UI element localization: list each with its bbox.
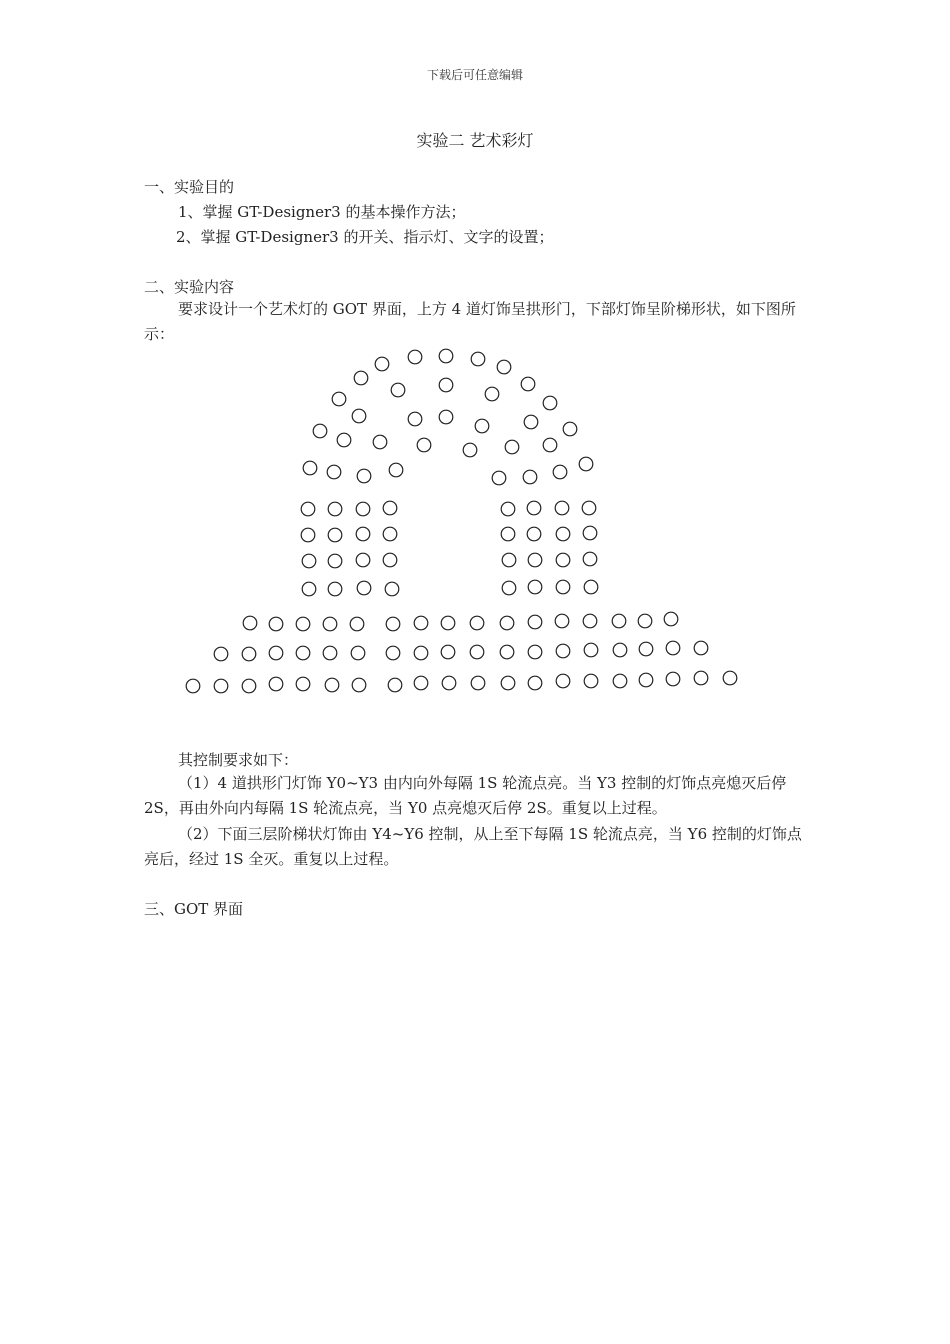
lamp-circle bbox=[186, 679, 200, 693]
lamp-circle bbox=[556, 527, 570, 541]
lamp-circle bbox=[357, 469, 371, 483]
lamp-circle bbox=[328, 528, 342, 542]
section-got-heading: 三、GOT 界面 bbox=[144, 900, 244, 918]
lamp-circle bbox=[296, 677, 310, 691]
lamp-circle bbox=[337, 433, 351, 447]
lamp-circle bbox=[214, 647, 228, 661]
lamp-circle bbox=[612, 614, 626, 628]
lamp-circle bbox=[302, 582, 316, 596]
lamp-circle bbox=[501, 502, 515, 516]
lamp-circle bbox=[500, 616, 514, 630]
lamp-circle bbox=[332, 392, 346, 406]
lamp-circle bbox=[328, 554, 342, 568]
section-purpose-heading: 一、实验目的 bbox=[144, 178, 235, 196]
purpose-item-1: 1、掌握 GT-Designer3 的基本操作方法； bbox=[178, 203, 466, 221]
lamp-circle bbox=[383, 527, 397, 541]
lamp-circle bbox=[556, 674, 570, 688]
lamp-circle bbox=[354, 371, 368, 385]
lamp-circle bbox=[389, 463, 403, 477]
lamp-circle bbox=[528, 580, 542, 594]
lamp-circle bbox=[356, 553, 370, 567]
lamp-circle bbox=[638, 614, 652, 628]
lamp-circle bbox=[583, 526, 597, 540]
lamp-circle bbox=[301, 502, 315, 516]
lamp-circle bbox=[269, 646, 283, 660]
lamp-circle bbox=[388, 678, 402, 692]
lamp-circle bbox=[613, 674, 627, 688]
lamp-circle bbox=[485, 387, 499, 401]
lamp-circle bbox=[613, 643, 627, 657]
lamp-circle bbox=[325, 678, 339, 692]
lamp-circle bbox=[242, 679, 256, 693]
lamp-circle bbox=[543, 396, 557, 410]
lamp-circle bbox=[301, 528, 315, 542]
lamp-circle bbox=[323, 617, 337, 631]
lamp-circle bbox=[391, 383, 405, 397]
lamp-circle bbox=[313, 424, 327, 438]
lamp-circle bbox=[505, 440, 519, 454]
lamp-circle bbox=[439, 378, 453, 392]
lamp-circle bbox=[356, 502, 370, 516]
lamp-circle bbox=[639, 673, 653, 687]
lamp-circle bbox=[302, 554, 316, 568]
lamp-circle bbox=[269, 677, 283, 691]
lamp-circle bbox=[383, 553, 397, 567]
lamp-circle bbox=[243, 616, 257, 630]
page-header-note: 下载后可任意编辑 bbox=[426, 68, 523, 82]
lamp-circle bbox=[242, 647, 256, 661]
lamp-circle bbox=[414, 676, 428, 690]
lamp-circle bbox=[664, 612, 678, 626]
document-title: 实验二 艺术彩灯 bbox=[416, 131, 534, 150]
lamp-circle bbox=[502, 553, 516, 567]
lamp-circle bbox=[524, 415, 538, 429]
lamp-circle bbox=[543, 438, 557, 452]
lamp-circle bbox=[470, 645, 484, 659]
lamp-circle bbox=[328, 502, 342, 516]
lamp-circle bbox=[666, 672, 680, 686]
lamp-circle bbox=[441, 616, 455, 630]
lamp-circle bbox=[723, 671, 737, 685]
lamp-circle bbox=[556, 580, 570, 594]
lamp-circle bbox=[386, 646, 400, 660]
lamp-circle bbox=[694, 671, 708, 685]
lamp-circle bbox=[414, 616, 428, 630]
lamp-circle bbox=[441, 645, 455, 659]
lamp-circle bbox=[408, 350, 422, 364]
lamp-circle bbox=[408, 412, 422, 426]
lamp-circle bbox=[501, 676, 515, 690]
lamp-circle bbox=[414, 646, 428, 660]
lamp-circle bbox=[351, 646, 365, 660]
lamp-circle bbox=[492, 471, 506, 485]
lamp-circle bbox=[463, 443, 477, 457]
lamp-circle bbox=[327, 465, 341, 479]
lamp-circle bbox=[666, 641, 680, 655]
control-requirement-1: （1）4 道拱形门灯饰 Y0~Y3 由内向外每隔 1S 轮流点亮。当 Y3 控制的灯饰点亮熄灭后停 2S，再由外向内每隔 1S 轮流点亮，当 Y0 点亮熄灭后停 2S。重复以上过程。 bbox=[144, 774, 787, 817]
lamp-circle bbox=[528, 676, 542, 690]
lamp-circle bbox=[475, 419, 489, 433]
lamp-circle bbox=[352, 409, 366, 423]
lamp-circle bbox=[563, 422, 577, 436]
lamp-circle bbox=[471, 676, 485, 690]
lamp-circle bbox=[350, 617, 364, 631]
lamp-circle bbox=[500, 645, 514, 659]
lamp-circle bbox=[471, 352, 485, 366]
purpose-item-2: 2、掌握 GT-Designer3 的开关、指示灯、文字的设置； bbox=[176, 228, 554, 246]
lamp-circle bbox=[417, 438, 431, 452]
control-requirement-2: （2）下面三层阶梯状灯饰由 Y4~Y6 控制，从上至下每隔 1S 轮流点亮，当 Y6 控制的灯饰点亮后，经过 1S 全灭。重复以上过程。 bbox=[144, 825, 802, 868]
lamp-circle bbox=[556, 553, 570, 567]
lamp-circle bbox=[501, 527, 515, 541]
lamp-circle bbox=[579, 457, 593, 471]
lamp-circle bbox=[470, 616, 484, 630]
lamp-circle bbox=[527, 527, 541, 541]
lamp-circle bbox=[383, 501, 397, 515]
lamp-circle bbox=[582, 501, 596, 515]
lamp-circle bbox=[352, 678, 366, 692]
lamp-circle bbox=[323, 646, 337, 660]
lamp-circle bbox=[497, 360, 511, 374]
lamp-circle bbox=[502, 581, 516, 595]
lamp-circle bbox=[584, 674, 598, 688]
lamp-circle bbox=[521, 377, 535, 391]
lamp-circle bbox=[523, 470, 537, 484]
lamp-circle bbox=[269, 617, 283, 631]
lamp-circle bbox=[583, 552, 597, 566]
lamp-circle bbox=[442, 676, 456, 690]
lamp-circle bbox=[375, 357, 389, 371]
lamp-circle bbox=[439, 349, 453, 363]
lamp-circle bbox=[439, 410, 453, 424]
lamp-circle bbox=[553, 465, 567, 479]
lamp-circle bbox=[303, 461, 317, 475]
lamp-circle bbox=[556, 644, 570, 658]
lamp-circle bbox=[555, 614, 569, 628]
lamp-circle bbox=[214, 679, 228, 693]
lamp-circle bbox=[584, 580, 598, 594]
lamp-circle bbox=[639, 642, 653, 656]
lamp-circle bbox=[373, 435, 387, 449]
lamp-circle bbox=[385, 582, 399, 596]
lamp-circle bbox=[583, 614, 597, 628]
section-content-heading: 二、实验内容 bbox=[144, 278, 235, 296]
lamp-circle bbox=[584, 643, 598, 657]
lamp-circle bbox=[527, 501, 541, 515]
lamp-circle bbox=[386, 617, 400, 631]
lamp-circle bbox=[528, 553, 542, 567]
content-intro: 要求设计一个艺术灯的 GOT 界面，上方 4 道灯饰呈拱形门，下部灯饰呈阶梯形状，如下图所示： bbox=[144, 300, 796, 343]
lamp-circle bbox=[694, 641, 708, 655]
control-requirements-heading: 其控制要求如下： bbox=[178, 751, 299, 769]
lamp-circle bbox=[356, 527, 370, 541]
lamp-circle bbox=[528, 645, 542, 659]
lamp-circle bbox=[555, 501, 569, 515]
lamp-circle bbox=[528, 615, 542, 629]
lamp-circle bbox=[328, 582, 342, 596]
lamp-circle bbox=[357, 581, 371, 595]
lamp-circle bbox=[296, 646, 310, 660]
lamp-circle bbox=[296, 617, 310, 631]
